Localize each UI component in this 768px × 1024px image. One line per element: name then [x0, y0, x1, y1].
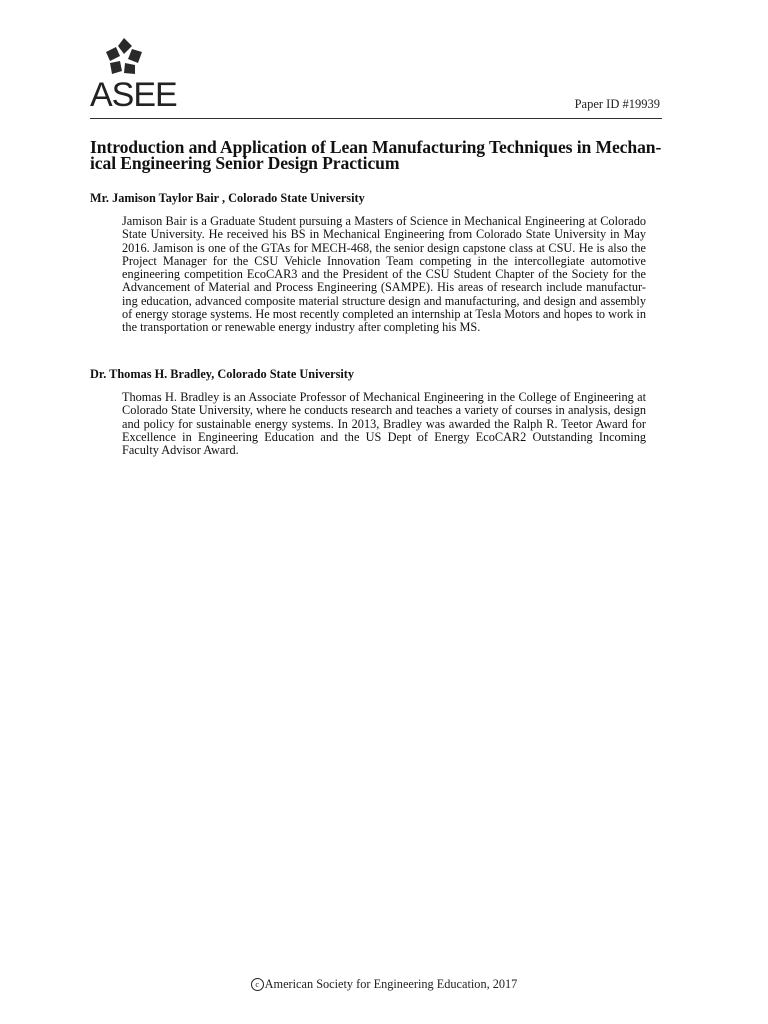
footer-text: American Society for Engineering Education, 2017	[264, 977, 518, 991]
paper-title: Introduction and Application of Lean Manufacturing Techniques in Mechan-ical Engineering Senior Design Practicum	[90, 137, 662, 173]
author-name-1: Mr. Jamison Taylor Bair , Colorado State University	[90, 191, 365, 205]
header-rule	[90, 118, 662, 119]
author-bio-2: Thomas H. Bradley is an Associate Professor of Mechanical Engineering in the College of Engineering at Colorado State University, where he conducts research and teaches a variety of courses in analysis, design and policy for sustainable energy systems. In 2013, Bradley was awarded the Ralph R. Teetor Award for Excellence in Engineering Education and the US Dept of Energy EcoCAR2 Outstanding Incoming Faculty Advisor Award.	[122, 390, 646, 458]
copyright-footer	[0, 977, 768, 992]
asee-logo-text: ASEE	[90, 76, 177, 114]
author-bio-1: Jamison Bair is a Graduate Student pursuing a Masters of Science in Mechanical Engineering at Colorado State University. He received his BS in Mechanical Engineering from Colorado State University in May 2016. Jamison is one of the GTAs for MECH-468, the senior design capstone class at CSU. He is also the Project Manager for the CSU Vehicle Innovation Team competing in the intercollegiate automotive engineering competition EcoCAR3 and the President of the CSU Student Chapter of the Society for the Advancement of Material and Process Engineering (SAMPE). His areas of research include manufactur-ing education, advanced composite material structure design and manufacturing, and design and assembly of energy storage systems. He most recently completed an internship at Tesla Motors and hopes to work in the transportation or renewable energy industry after completing his MS.	[122, 214, 646, 335]
paper-id: Paper ID #19939	[574, 97, 660, 111]
copyright-icon: c	[251, 978, 264, 991]
asee-pinwheel-icon	[102, 36, 146, 80]
asee-logo	[90, 36, 177, 114]
author-name-2: Dr. Thomas H. Bradley, Colorado State University	[90, 367, 355, 381]
